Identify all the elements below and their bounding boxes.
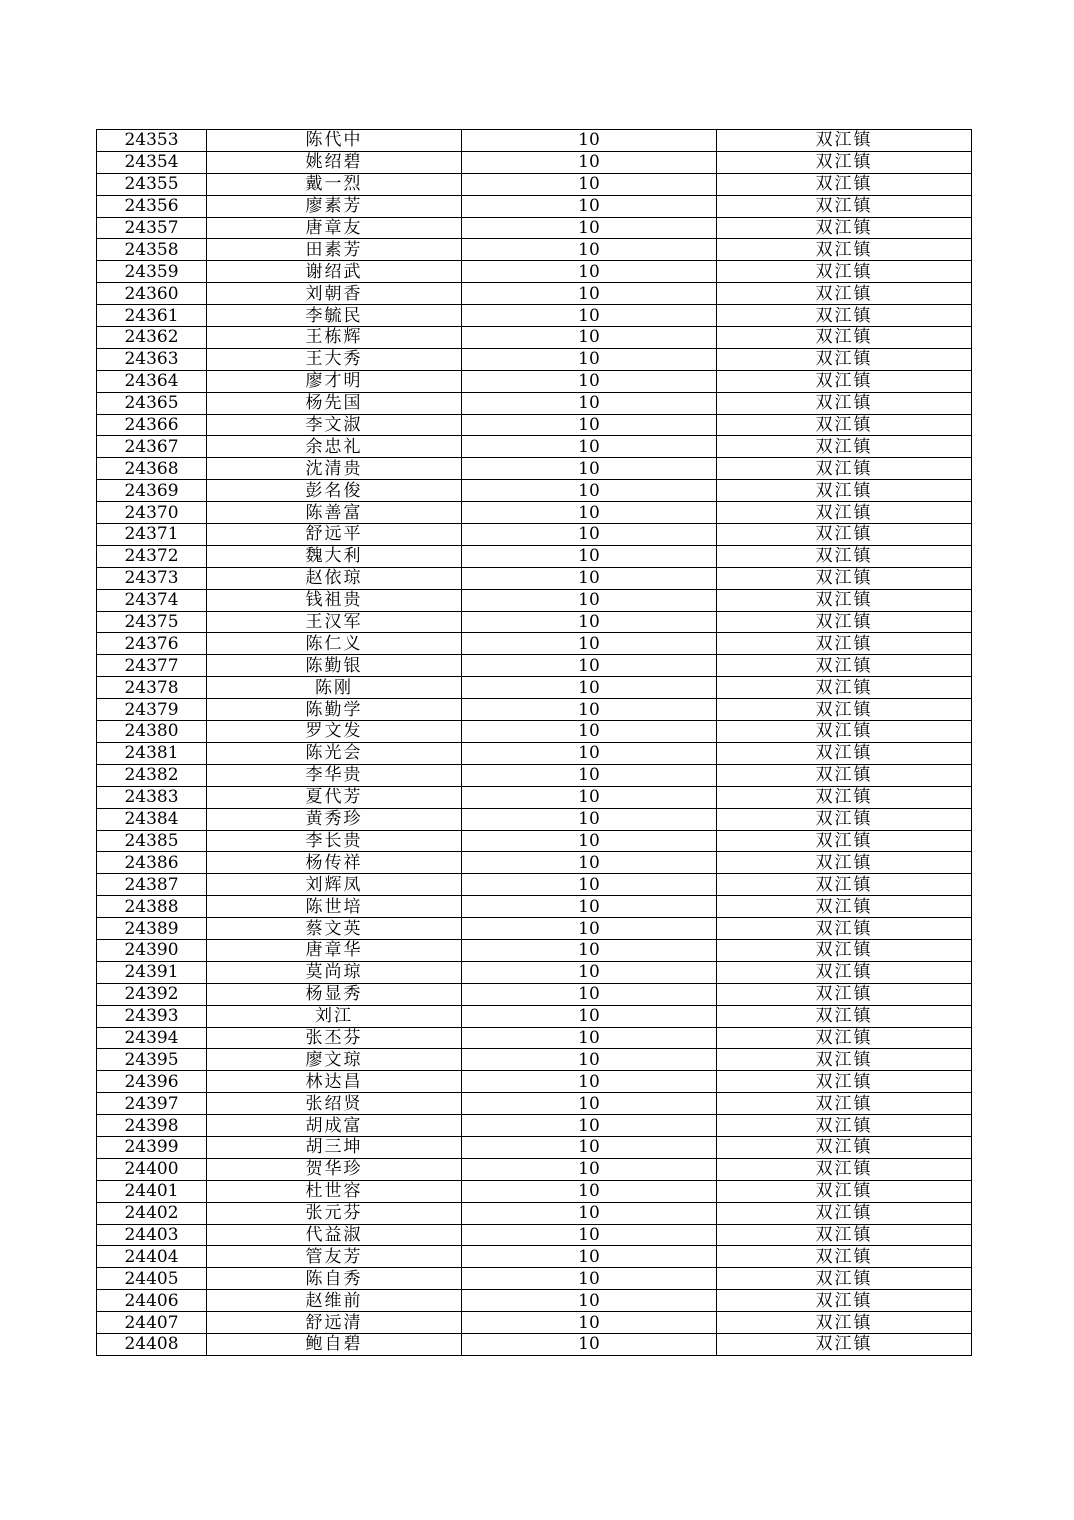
row-number-cell: 24354: [97, 151, 207, 173]
table-row: [97, 1202, 972, 1224]
table-row: [97, 392, 972, 414]
amount-cell: 10: [462, 1093, 717, 1115]
table-row: [97, 852, 972, 874]
town-cell: 双江镇: [717, 261, 972, 283]
town-cell: 双江镇: [717, 348, 972, 370]
amount-cell: 10: [462, 1333, 717, 1355]
row-number-cell: 24408: [97, 1333, 207, 1355]
town-cell: 双江镇: [717, 217, 972, 239]
row-number-cell: 24358: [97, 239, 207, 261]
name-cell: 陈善富: [207, 502, 462, 524]
table-row: [97, 195, 972, 217]
town-cell: 双江镇: [717, 414, 972, 436]
amount-cell: 10: [462, 1180, 717, 1202]
amount-cell: 10: [462, 283, 717, 305]
table-row: [97, 961, 972, 983]
amount-cell: 10: [462, 961, 717, 983]
town-cell: 双江镇: [717, 1093, 972, 1115]
town-cell: 双江镇: [717, 480, 972, 502]
name-cell: 蔡文英: [207, 918, 462, 940]
table-row: [97, 524, 972, 546]
amount-cell: 10: [462, 370, 717, 392]
name-cell: 陈勤银: [207, 655, 462, 677]
row-number-cell: 24360: [97, 283, 207, 305]
town-cell: 双江镇: [717, 677, 972, 699]
amount-cell: 10: [462, 1005, 717, 1027]
town-cell: 双江镇: [717, 370, 972, 392]
town-cell: 双江镇: [717, 1202, 972, 1224]
row-number-cell: 24364: [97, 370, 207, 392]
table-row: [97, 283, 972, 305]
roster-table: [96, 129, 972, 1356]
row-number-cell: 24373: [97, 567, 207, 589]
town-cell: 双江镇: [717, 742, 972, 764]
row-number-cell: 24377: [97, 655, 207, 677]
town-cell: 双江镇: [717, 1333, 972, 1355]
town-cell: 双江镇: [717, 808, 972, 830]
table-row: [97, 742, 972, 764]
row-number-cell: 24361: [97, 305, 207, 327]
town-cell: 双江镇: [717, 764, 972, 786]
name-cell: 鲍自碧: [207, 1333, 462, 1355]
amount-cell: 10: [462, 1071, 717, 1093]
table-row: [97, 130, 972, 152]
amount-cell: 10: [462, 721, 717, 743]
amount-cell: 10: [462, 458, 717, 480]
table-row: [97, 545, 972, 567]
name-cell: 胡成富: [207, 1115, 462, 1137]
row-number-cell: 24401: [97, 1180, 207, 1202]
row-number-cell: 24374: [97, 589, 207, 611]
row-number-cell: 24390: [97, 939, 207, 961]
amount-cell: 10: [462, 1027, 717, 1049]
name-cell: 赵维前: [207, 1290, 462, 1312]
table-row: [97, 1071, 972, 1093]
name-cell: 田素芳: [207, 239, 462, 261]
amount-cell: 10: [462, 786, 717, 808]
amount-cell: 10: [462, 808, 717, 830]
amount-cell: 10: [462, 1246, 717, 1268]
name-cell: 李长贵: [207, 830, 462, 852]
town-cell: 双江镇: [717, 874, 972, 896]
name-cell: 陈代中: [207, 130, 462, 152]
table-row: [97, 874, 972, 896]
name-cell: 杨显秀: [207, 983, 462, 1005]
table-row: [97, 480, 972, 502]
town-cell: 双江镇: [717, 130, 972, 152]
amount-cell: 10: [462, 742, 717, 764]
town-cell: 双江镇: [717, 1268, 972, 1290]
row-number-cell: 24407: [97, 1312, 207, 1334]
amount-cell: 10: [462, 524, 717, 546]
roster-table-body: [97, 130, 972, 1356]
table-row: [97, 1049, 972, 1071]
table-row: [97, 1093, 972, 1115]
table-row: [97, 458, 972, 480]
table-row: [97, 502, 972, 524]
row-number-cell: 24378: [97, 677, 207, 699]
table-row: [97, 896, 972, 918]
table-row: [97, 1290, 972, 1312]
name-cell: 姚绍碧: [207, 151, 462, 173]
amount-cell: 10: [462, 874, 717, 896]
amount-cell: 10: [462, 173, 717, 195]
amount-cell: 10: [462, 633, 717, 655]
amount-cell: 10: [462, 239, 717, 261]
row-number-cell: 24403: [97, 1224, 207, 1246]
town-cell: 双江镇: [717, 1027, 972, 1049]
amount-cell: 10: [462, 589, 717, 611]
name-cell: 廖才明: [207, 370, 462, 392]
town-cell: 双江镇: [717, 983, 972, 1005]
name-cell: 戴一烈: [207, 173, 462, 195]
table-row: [97, 327, 972, 349]
name-cell: 王栋辉: [207, 327, 462, 349]
table-row: [97, 611, 972, 633]
row-number-cell: 24387: [97, 874, 207, 896]
amount-cell: 10: [462, 151, 717, 173]
name-cell: 舒远平: [207, 524, 462, 546]
amount-cell: 10: [462, 502, 717, 524]
amount-cell: 10: [462, 480, 717, 502]
table-row: [97, 1136, 972, 1158]
name-cell: 张丕芬: [207, 1027, 462, 1049]
amount-cell: 10: [462, 1268, 717, 1290]
row-number-cell: 24379: [97, 699, 207, 721]
amount-cell: 10: [462, 195, 717, 217]
amount-cell: 10: [462, 1312, 717, 1334]
row-number-cell: 24405: [97, 1268, 207, 1290]
town-cell: 双江镇: [717, 173, 972, 195]
amount-cell: 10: [462, 983, 717, 1005]
row-number-cell: 24385: [97, 830, 207, 852]
row-number-cell: 24386: [97, 852, 207, 874]
amount-cell: 10: [462, 939, 717, 961]
amount-cell: 10: [462, 327, 717, 349]
row-number-cell: 24382: [97, 764, 207, 786]
table-row: [97, 699, 972, 721]
row-number-cell: 24392: [97, 983, 207, 1005]
town-cell: 双江镇: [717, 392, 972, 414]
town-cell: 双江镇: [717, 1290, 972, 1312]
amount-cell: 10: [462, 1136, 717, 1158]
town-cell: 双江镇: [717, 721, 972, 743]
amount-cell: 10: [462, 764, 717, 786]
town-cell: 双江镇: [717, 283, 972, 305]
name-cell: 罗文发: [207, 721, 462, 743]
name-cell: 杜世容: [207, 1180, 462, 1202]
town-cell: 双江镇: [717, 436, 972, 458]
amount-cell: 10: [462, 414, 717, 436]
town-cell: 双江镇: [717, 896, 972, 918]
table-row: [97, 239, 972, 261]
row-number-cell: 24362: [97, 327, 207, 349]
name-cell: 莫尚琼: [207, 961, 462, 983]
table-row: [97, 348, 972, 370]
table-row: [97, 567, 972, 589]
row-number-cell: 24396: [97, 1071, 207, 1093]
amount-cell: 10: [462, 1224, 717, 1246]
town-cell: 双江镇: [717, 918, 972, 940]
name-cell: 陈刚: [207, 677, 462, 699]
row-number-cell: 24365: [97, 392, 207, 414]
town-cell: 双江镇: [717, 327, 972, 349]
name-cell: 代益淑: [207, 1224, 462, 1246]
table-row: [97, 808, 972, 830]
row-number-cell: 24363: [97, 348, 207, 370]
table-row: [97, 1312, 972, 1334]
amount-cell: 10: [462, 611, 717, 633]
row-number-cell: 24394: [97, 1027, 207, 1049]
name-cell: 李毓民: [207, 305, 462, 327]
row-number-cell: 24388: [97, 896, 207, 918]
row-number-cell: 24383: [97, 786, 207, 808]
name-cell: 陈自秀: [207, 1268, 462, 1290]
amount-cell: 10: [462, 1115, 717, 1137]
name-cell: 沈清贵: [207, 458, 462, 480]
table-row: [97, 721, 972, 743]
row-number-cell: 24370: [97, 502, 207, 524]
name-cell: 陈世培: [207, 896, 462, 918]
name-cell: 王大秀: [207, 348, 462, 370]
town-cell: 双江镇: [717, 786, 972, 808]
name-cell: 张元芬: [207, 1202, 462, 1224]
table-row: [97, 1333, 972, 1355]
row-number-cell: 24395: [97, 1049, 207, 1071]
row-number-cell: 24357: [97, 217, 207, 239]
town-cell: 双江镇: [717, 589, 972, 611]
table-row: [97, 151, 972, 173]
name-cell: 谢绍武: [207, 261, 462, 283]
row-number-cell: 24400: [97, 1158, 207, 1180]
amount-cell: 10: [462, 830, 717, 852]
row-number-cell: 24404: [97, 1246, 207, 1268]
name-cell: 黄秀珍: [207, 808, 462, 830]
row-number-cell: 24381: [97, 742, 207, 764]
amount-cell: 10: [462, 130, 717, 152]
row-number-cell: 24380: [97, 721, 207, 743]
town-cell: 双江镇: [717, 1049, 972, 1071]
town-cell: 双江镇: [717, 611, 972, 633]
amount-cell: 10: [462, 545, 717, 567]
table-row: [97, 589, 972, 611]
table-row: [97, 939, 972, 961]
table-row: [97, 1224, 972, 1246]
amount-cell: 10: [462, 305, 717, 327]
name-cell: 贺华珍: [207, 1158, 462, 1180]
name-cell: 夏代芳: [207, 786, 462, 808]
row-number-cell: 24367: [97, 436, 207, 458]
row-number-cell: 24369: [97, 480, 207, 502]
name-cell: 张绍贤: [207, 1093, 462, 1115]
row-number-cell: 24393: [97, 1005, 207, 1027]
table-row: [97, 918, 972, 940]
row-number-cell: 24353: [97, 130, 207, 152]
table-row: [97, 655, 972, 677]
town-cell: 双江镇: [717, 1224, 972, 1246]
name-cell: 林达昌: [207, 1071, 462, 1093]
amount-cell: 10: [462, 896, 717, 918]
table-row: [97, 633, 972, 655]
town-cell: 双江镇: [717, 655, 972, 677]
town-cell: 双江镇: [717, 195, 972, 217]
name-cell: 钱祖贵: [207, 589, 462, 611]
row-number-cell: 24372: [97, 545, 207, 567]
name-cell: 刘辉凤: [207, 874, 462, 896]
row-number-cell: 24359: [97, 261, 207, 283]
name-cell: 舒远清: [207, 1312, 462, 1334]
amount-cell: 10: [462, 348, 717, 370]
table-row: [97, 305, 972, 327]
town-cell: 双江镇: [717, 1136, 972, 1158]
name-cell: 管友芳: [207, 1246, 462, 1268]
table-row: [97, 217, 972, 239]
row-number-cell: 24366: [97, 414, 207, 436]
amount-cell: 10: [462, 1158, 717, 1180]
row-number-cell: 24398: [97, 1115, 207, 1137]
name-cell: 廖文琼: [207, 1049, 462, 1071]
town-cell: 双江镇: [717, 633, 972, 655]
town-cell: 双江镇: [717, 699, 972, 721]
amount-cell: 10: [462, 392, 717, 414]
town-cell: 双江镇: [717, 239, 972, 261]
town-cell: 双江镇: [717, 305, 972, 327]
amount-cell: 10: [462, 1290, 717, 1312]
town-cell: 双江镇: [717, 961, 972, 983]
row-number-cell: 24376: [97, 633, 207, 655]
amount-cell: 10: [462, 852, 717, 874]
name-cell: 胡三坤: [207, 1136, 462, 1158]
town-cell: 双江镇: [717, 852, 972, 874]
row-number-cell: 24375: [97, 611, 207, 633]
town-cell: 双江镇: [717, 1180, 972, 1202]
amount-cell: 10: [462, 217, 717, 239]
amount-cell: 10: [462, 677, 717, 699]
amount-cell: 10: [462, 699, 717, 721]
name-cell: 陈勤学: [207, 699, 462, 721]
amount-cell: 10: [462, 567, 717, 589]
name-cell: 杨传祥: [207, 852, 462, 874]
table-row: [97, 1268, 972, 1290]
row-number-cell: 24391: [97, 961, 207, 983]
row-number-cell: 24368: [97, 458, 207, 480]
amount-cell: 10: [462, 918, 717, 940]
table-row: [97, 677, 972, 699]
table-row: [97, 786, 972, 808]
name-cell: 杨先国: [207, 392, 462, 414]
town-cell: 双江镇: [717, 1005, 972, 1027]
table-row: [97, 830, 972, 852]
name-cell: 余忠礼: [207, 436, 462, 458]
table-row: [97, 1180, 972, 1202]
table-row: [97, 173, 972, 195]
table-row: [97, 1005, 972, 1027]
town-cell: 双江镇: [717, 524, 972, 546]
town-cell: 双江镇: [717, 567, 972, 589]
table-row: [97, 414, 972, 436]
town-cell: 双江镇: [717, 939, 972, 961]
town-cell: 双江镇: [717, 502, 972, 524]
name-cell: 赵依琼: [207, 567, 462, 589]
table-row: [97, 1027, 972, 1049]
row-number-cell: 24371: [97, 524, 207, 546]
row-number-cell: 24389: [97, 918, 207, 940]
amount-cell: 10: [462, 261, 717, 283]
name-cell: 唐章友: [207, 217, 462, 239]
table-row: [97, 436, 972, 458]
row-number-cell: 24384: [97, 808, 207, 830]
town-cell: 双江镇: [717, 1312, 972, 1334]
table-row: [97, 983, 972, 1005]
table-row: [97, 370, 972, 392]
name-cell: 李华贵: [207, 764, 462, 786]
name-cell: 刘朝香: [207, 283, 462, 305]
amount-cell: 10: [462, 436, 717, 458]
row-number-cell: 24399: [97, 1136, 207, 1158]
town-cell: 双江镇: [717, 1246, 972, 1268]
name-cell: 彭名俊: [207, 480, 462, 502]
town-cell: 双江镇: [717, 1115, 972, 1137]
name-cell: 魏大利: [207, 545, 462, 567]
name-cell: 唐章华: [207, 939, 462, 961]
name-cell: 李文淑: [207, 414, 462, 436]
name-cell: 刘江: [207, 1005, 462, 1027]
table-row: [97, 1115, 972, 1137]
name-cell: 陈仁义: [207, 633, 462, 655]
name-cell: 廖素芳: [207, 195, 462, 217]
table-row: [97, 1246, 972, 1268]
name-cell: 陈光会: [207, 742, 462, 764]
table-row: [97, 261, 972, 283]
amount-cell: 10: [462, 655, 717, 677]
row-number-cell: 24356: [97, 195, 207, 217]
row-number-cell: 24355: [97, 173, 207, 195]
town-cell: 双江镇: [717, 1071, 972, 1093]
table-row: [97, 764, 972, 786]
row-number-cell: 24402: [97, 1202, 207, 1224]
town-cell: 双江镇: [717, 151, 972, 173]
amount-cell: 10: [462, 1049, 717, 1071]
table-row: [97, 1158, 972, 1180]
amount-cell: 10: [462, 1202, 717, 1224]
town-cell: 双江镇: [717, 1158, 972, 1180]
name-cell: 王汉军: [207, 611, 462, 633]
town-cell: 双江镇: [717, 830, 972, 852]
row-number-cell: 24397: [97, 1093, 207, 1115]
row-number-cell: 24406: [97, 1290, 207, 1312]
town-cell: 双江镇: [717, 545, 972, 567]
town-cell: 双江镇: [717, 458, 972, 480]
